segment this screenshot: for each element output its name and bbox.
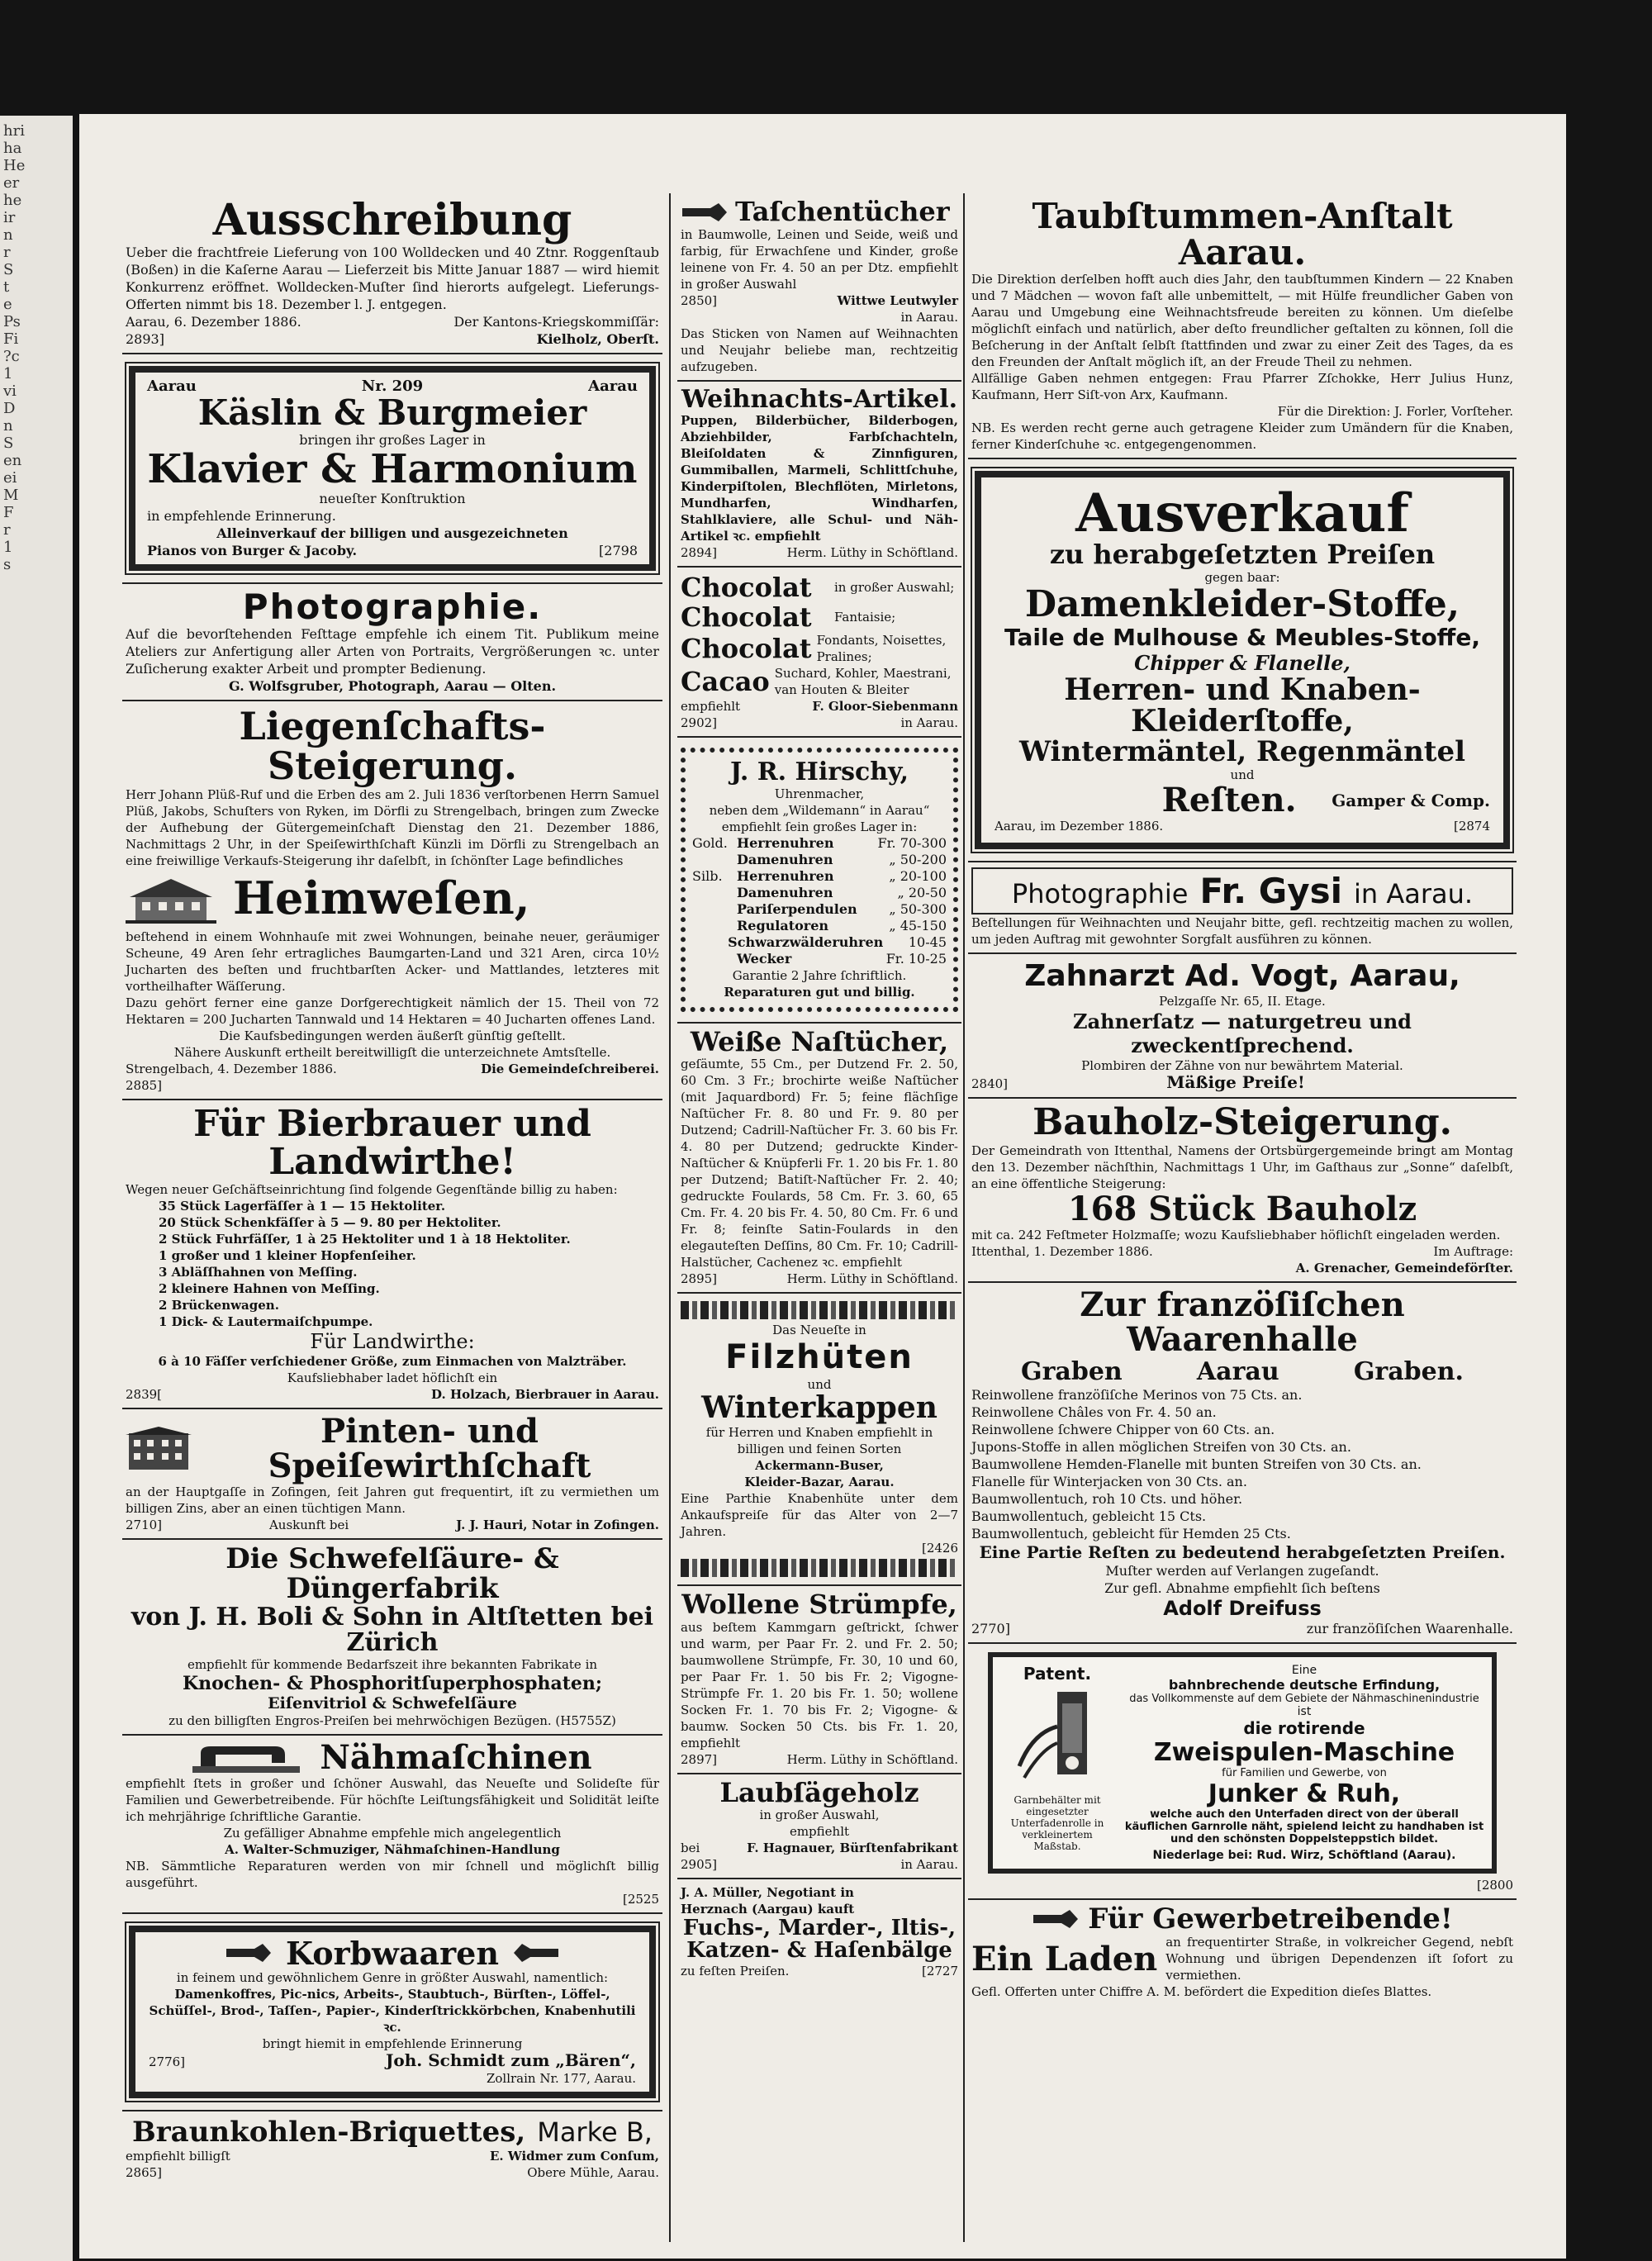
ad-body2: beſtehend in einem Wohnhauſe mit zwei Wohnungen, beinahe neuer, geräumiger Scheune, 49 Aren ſehr ertragliches Baumgarten-Land und 321 Aren, circa 10½ Jucharten des beſten und fruchtbarſten Acker- und Mattlandes, letzteres mit vortheilhafter Wäſſerung. xyxy=(126,929,659,994)
price-value: Fr. 70-300 xyxy=(877,834,947,851)
ad-item: Reinwollene ſchwere Chipper von 60 Cts. an. xyxy=(971,1421,1275,1437)
ad-signer: Herm. Lüthy in Schöftland. xyxy=(786,1751,958,1767)
ad-pinten xyxy=(122,1409,662,1540)
chocolat-desc: Fantaisie; xyxy=(834,610,896,625)
ad-title2: Fr. Gysi xyxy=(1199,871,1343,912)
price-metal xyxy=(692,951,737,967)
ad-laubsaege xyxy=(677,1774,961,1880)
ad-title: Die Schwefelſäure- & Düngerfabrik xyxy=(225,1542,559,1605)
chocolat-name: Chocolat xyxy=(681,601,812,634)
ad-signer: D. Holzach, Bierbrauer in Aarau. xyxy=(431,1387,659,1403)
ad-name: Käslin & Burgmeier xyxy=(197,392,587,433)
ad-place-date: Strengelbach, 4. Dezember 1886. xyxy=(126,1061,337,1076)
price-value: „ 50-200 xyxy=(889,851,947,867)
ad-line1: Eine Partie Reſten zu bedeutend herabgeſetzten Preiſen. xyxy=(979,1541,1506,1562)
ad-body: für Herren und Knaben empfiehlt in billigen und feinen Sorten xyxy=(705,1424,933,1456)
ad-body2: mit ca. 242 Feſtmeter Holzmaſſe; wozu Kaufsliebhaber höflichſt eingeladen werden. xyxy=(971,1227,1501,1242)
ad-bauholz xyxy=(968,1099,1517,1282)
ad-ref: 2840] xyxy=(971,1076,1009,1092)
ad-ref: 2895] xyxy=(681,1271,718,1287)
ad-title: Ausverkauf xyxy=(1075,482,1409,545)
ad-line3: zu feſten Preiſen. xyxy=(681,1963,790,1978)
ad-patent-label: Patent. xyxy=(1023,1663,1092,1684)
ad-item: 3 Abläſſhahnen von Meſſing. xyxy=(159,1265,358,1280)
ad-body5: Nähere Auskunft ertheilt bereitwilligſt die unterzeichnete Amtsſtelle. xyxy=(173,1044,611,1060)
ad-line: empfiehlt billigſt xyxy=(126,2149,230,2164)
ad-item: 35 Stück Lagerfäſſer à 1 — 15 Hektoliter. xyxy=(159,1199,446,1214)
ad-ausschreibung xyxy=(122,193,662,354)
ad-line2: in empfehlende Erinnerung. xyxy=(147,508,336,525)
ad-desc: welche auch den Unterfaden direct von der überall käuflichen Garnrolle näht, spielend leicht zu handhaben ist und den schönsten Doppelsteppstich bildet. xyxy=(1124,1807,1484,1845)
ad-body: Herr Johann Plüß-Ruf und die Erben des am 2. Juli 1836 verſtorbenen Herrn Samuel Plüß, Jakobs, Schuſters von Ryken, im Dörfli zu Strengelbach, bringen zum Zwecke der Aufhebung der Gütergemeinſchaft Dienstag den 21. Dezember 1886, Nachmittags 2 Uhr, in der Speiſewirthſchaft Künzli im Dörfli zu Strengelbach an eine freiwillige Verkaufs-Steigerung ihr daſelbſt, in ſchönſter Lage befindliches xyxy=(126,786,659,868)
ad-place-date: Aarau, 6. Dezember 1886. xyxy=(126,313,301,330)
column-1 xyxy=(122,193,662,2186)
ad-line1: J. A. Müller, Negotiant in xyxy=(681,1885,854,1901)
house-icon xyxy=(126,874,216,924)
ad-taschentuecher xyxy=(677,193,961,382)
ad-title: Braunkohlen-Briquettes, xyxy=(132,2116,526,2149)
ad-intro: Wegen neuer Geſchäftseinrichtung ſind folgende Gegenſtände billig zu haben: xyxy=(126,1182,618,1198)
price-row xyxy=(692,934,947,951)
ad-title: Taſchentücher xyxy=(735,196,950,227)
ad-name: J. R. Hirschy, xyxy=(729,758,909,787)
ad-title: Weiße Naſtücher, xyxy=(690,1025,949,1057)
ad-ref: [2727 xyxy=(921,1963,958,1978)
price-item: Damenuhren xyxy=(737,884,833,900)
ad-weihnacht xyxy=(677,382,961,568)
price-metal: Gold. xyxy=(692,834,728,851)
ad-title1: Photographie xyxy=(1011,878,1189,910)
ad-body: in Baumwolle, Leinen und Seide, weiß und farbig, für Erwachſene und Kinder, große leinene von Fr. 4. 50 an per Dtz. empfiehlt in großer Auswahl xyxy=(681,226,958,292)
ad-sub-body2: Kaufsliebhaber ladet höflichſt ein xyxy=(287,1370,498,1386)
ad-item: 20 Stück Schenkfäſſer à 5 — 9. 80 per Hektoliter. xyxy=(159,1215,501,1231)
ad-signer: F. Gloor-Siebenmann xyxy=(812,699,958,715)
ad-signer: E. Widmer zum Conſum, xyxy=(489,2149,659,2164)
ad-zahnarzt xyxy=(968,954,1517,1099)
ad-nastuecher xyxy=(677,1024,961,1294)
ad-signer: Herm. Lüthy in Schöftland. xyxy=(786,1271,958,1287)
ad-signer: Ackermann-Buser, xyxy=(755,1457,884,1473)
ad-body: empfiehlt ſtets in großer und ſchöner Auswahl, das Neueſte und Solideſte für Familien und Gewerbetreibende. Für höchſte Leiſtungsfähigkeit und Solidität leiſte ich mehrjährige ſchriftliche Garantie. xyxy=(126,1775,659,1824)
ad-ref: [2800 xyxy=(1476,1877,1513,1893)
price-row xyxy=(692,868,947,885)
ad-ref: 2894] xyxy=(681,545,718,561)
ad-nb: NB. Sämmtliche Reparaturen werden von mir ſchnell und möglichſt billig ausgeführt. xyxy=(126,1858,659,1890)
ad-line2: Plombiren der Zähne von nur bewährtem Material. xyxy=(1081,1058,1403,1074)
price-item: Herrenuhren xyxy=(737,834,834,851)
price-metal xyxy=(692,934,728,951)
ad-line3: Eiſenvitriol & Schwefelſäure xyxy=(268,1693,517,1712)
ad-line2: Herznach (Aargau) kauft xyxy=(681,1902,855,1917)
ad-title: Zahnarzt Ad. Vogt, Aarau, xyxy=(1024,959,1460,994)
ad-photographie xyxy=(122,584,662,701)
price-row xyxy=(692,951,947,967)
ad-rep: Reparaturen gut und billig. xyxy=(724,984,915,1000)
ad-loc2: Aarau xyxy=(1196,1356,1279,1386)
ad-signer2: zur franzöſiſchen Waarenhalle. xyxy=(1306,1620,1513,1636)
ad-line3: Zur gefl. Abnahme empfiehlt ſich beſtens xyxy=(1104,1579,1380,1596)
ad-filzhueten xyxy=(677,1294,961,1586)
ad-place: in Aarau. xyxy=(900,715,958,731)
ad-signer2: in Aarau. xyxy=(900,309,958,325)
ad-l1: Damenkleider-Stoffe, xyxy=(1024,582,1460,625)
ad-l5: die rotirende xyxy=(1243,1717,1365,1738)
ornament-border xyxy=(681,1559,958,1577)
ad-ref: 2839[ xyxy=(126,1387,163,1403)
ad-title: Photographie. xyxy=(242,587,543,628)
ad-ref: 2865] xyxy=(126,2165,163,2181)
ad-l2: Taile de Mulhouse & Meubles-Stoffe, xyxy=(1004,624,1480,652)
ad-l4: ist xyxy=(1297,1704,1312,1718)
ad-title: Laubſägeholz xyxy=(719,1776,919,1808)
chocolat-desc: Suchard, Kohler, Maestrani, van Houten & Bleiter xyxy=(774,666,952,698)
ad-ref: 2850] xyxy=(681,292,718,308)
ad-item: Reinwollene franzöſiſche Merinos von 75 Cts. an. xyxy=(971,1386,1303,1403)
ad-addr: Zollrain Nr. 177, Aarau. xyxy=(486,2071,636,2087)
ad-signer: J. J. Hauri, Notar in Zofingen. xyxy=(456,1518,659,1533)
chocolat-name: Chocolat xyxy=(681,633,812,665)
ad-ref: [2525 xyxy=(622,1891,659,1907)
ad-signer: Gamper & Comp. xyxy=(1332,791,1490,811)
ad-schwefel xyxy=(122,1540,662,1735)
ad-body: Der Gemeindrath von Ittenthal, Namens der Ortsbürgergemeinde bringt am Montag den 13. Dezember nächſthin, Nachmittags 1 Uhr, im Gaſthaus zur „Sonne“ daſelbſt, an eine öffentliche Steigerung: xyxy=(971,1142,1513,1191)
ad-item: Flanelle für Winterjacken von 30 Cts. an. xyxy=(971,1473,1247,1489)
ad-ref: [2798 xyxy=(599,543,638,559)
ad-body: Beſtellungen für Weihnachten und Neujahr bitte, gefl. rechtzeitig machen zu wollen, um jeden Auftrag mit gewohnter Sorgfalt ausführen zu können. xyxy=(971,915,1513,948)
ad-title: Für Bierbrauer und Landwirthe! xyxy=(193,1102,591,1183)
pointing-hand-icon xyxy=(681,202,729,223)
price-item: Wecker xyxy=(737,950,792,967)
price-value: „ 45-150 xyxy=(889,917,947,933)
price-value: „ 50-300 xyxy=(889,900,947,917)
sewing-machine-icon xyxy=(192,1741,308,1774)
ad-gysi xyxy=(968,862,1517,954)
ad-marke: Marke B, xyxy=(537,2116,653,2149)
ad-l6: für Familien und Gewerbe, von xyxy=(1222,1766,1387,1779)
ad-sub2: gegen baar: xyxy=(1204,569,1280,585)
ad-role: Im Auftrage: xyxy=(1433,1243,1513,1259)
ad-ref: 2897] xyxy=(681,1751,718,1767)
ad-item: Baumwollene Hemden-Flanelle mit bunten Streifen von 30 Cts. an. xyxy=(971,1456,1422,1472)
ad-title2: Winterkappen xyxy=(701,1390,938,1426)
price-metal xyxy=(692,885,737,901)
price-row xyxy=(692,918,947,934)
ad-taubstummen xyxy=(968,193,1517,459)
price-row xyxy=(692,885,947,901)
ad-line3: Für die Direktion: J. Forler, Vorſteher. xyxy=(1277,404,1513,420)
ad-signer: Wittwe Leutwyler xyxy=(837,292,958,308)
ad-title: Bauholz-Steigerung. xyxy=(1032,1101,1452,1144)
ad-kaeslin xyxy=(122,354,662,584)
ad-bei: bei xyxy=(681,1841,700,1856)
ad-ref: 2770] xyxy=(971,1620,1010,1636)
ad-title: Zur franzöſiſchen Waarenhalle xyxy=(1080,1285,1405,1359)
ad-title: Wollene Strümpfe, xyxy=(681,1588,957,1620)
ad-und: und xyxy=(807,1377,832,1393)
ornament-border xyxy=(681,1301,958,1319)
ad-place: in Aarau. xyxy=(900,1857,958,1873)
ad-line3: Mäßige Preiſe! xyxy=(1166,1072,1305,1093)
ad-line3: Alleinverkauf der billigen und ausgezeichneten xyxy=(216,525,568,542)
ad-item: Baumwollentuch, gebleicht für Hemden 25 Cts. xyxy=(971,1525,1291,1541)
ad-big: 168 Stück Bauholz xyxy=(1067,1189,1417,1228)
ad-signer: G. Wolfsgruber, Photograph, Aarau — Olten. xyxy=(228,678,557,695)
ad-l2: bahnbrechende deutsche Erfindung, xyxy=(1168,1676,1441,1693)
ad-korbwaaren xyxy=(122,1914,662,2112)
ad-patent xyxy=(968,1644,1517,1900)
ad-body3: Dazu gehört ferner eine ganze Dorfgerechtigkeit nämlich der 15. Theil von 72 Hektaren = 200 Jucharten Tannwald und 14 Hektaren = 40 Jucharten offenes Land. xyxy=(126,995,659,1027)
ad-signer: F. Hagnauer, Bürſtenfabrikant xyxy=(747,1841,958,1856)
ad-body: an der Hauptgaſſe in Zofingen, ſeit Jahren gut frequentirt, iſt zu vermiethen um billigen Zins, aber an einen tüchtigen Mann. xyxy=(126,1484,659,1517)
ad-line2: Zu gefälliger Abnahme empfehle mich angelegentlich xyxy=(223,1825,562,1841)
ad-items: Damenkoffres, Pic-nics, Arbeits-, Staubtuch-, Bürſten-, Löffel-, Schüſſel-, Brod-, Taſſen-, Papier-, Kinderſtrickkörbchen, Knabenhutili ꝛc. xyxy=(149,1987,636,2035)
ad-title: Pinten- und Speiſewirthſchaft xyxy=(268,1412,591,1486)
ad-body: geſäumte, 55 Cm., per Dutzend Fr. 2. 50, 60 Cm. 3 Fr.; brochirte weiße Naſtücher (mit Jaquardbord) Fr. 5; feine flächſige Naſtücher Fr. 8. 80 und Fr. 9. 80 per Dutzend; Cadrill-Naſtücher Fr. 3. 60 bis Fr. 4. 80 per Dutzend; gedruckte Kinder-Naſtücher & Knüpferli Fr. 1. 20 bis Fr. 1. 80 per Dutzend; Batiſt-Naſtücher Fr. 2. 40; gedruckte Foulards, 58 Cm. Fr. 3. 60, 65 Cm. Fr. 4. 20 bis Fr. 4. 50, 80 Cm. Fr. 6 und Fr. 8; feinſte Satin-Foulards in den elegauteſten Deſſins, 80 Cm. Fr. 10; Cadrill-Halstücher, Cachenez ꝛc. empfiehlt xyxy=(681,1057,958,1271)
ad-item: 1 Dick- & Lautermaiſchpumpe. xyxy=(159,1314,373,1330)
ad-addr: neben dem „Wildemann“ in Aarau“ xyxy=(709,802,930,818)
ad-nb: NB. Es werden recht gerne auch getragene Kleider zum Umändern für die Knaben, ferner Kinderſchuhe ꝛc. entgegengenommen. xyxy=(971,420,1513,453)
ad-signer2: Kleider-Bazar, Aarau. xyxy=(744,1474,895,1489)
price-item: Pariſerpendulen xyxy=(737,900,857,917)
ad-title: Liegenſchafts-Steigerung. xyxy=(239,704,546,789)
column-3 xyxy=(968,193,1517,2005)
price-item: Herrenuhren xyxy=(737,867,834,884)
ad-chocolat xyxy=(677,568,961,738)
ad-caption: Garnbehälter mit eingesetzter Unterfadenrolle in verkleinertem Maßstab. xyxy=(1010,1793,1104,1852)
ad-braunkohlen xyxy=(122,2111,662,2186)
ad-heimwesen: Heimweſen, xyxy=(233,872,530,925)
price-row xyxy=(692,835,947,852)
ad-l6: Reſten. xyxy=(1161,781,1297,820)
price-item: Damenuhren xyxy=(737,851,833,867)
ad-body: Ueber die frachtfreie Lieferung von 100 Wolldecken und 40 Ztnr. Roggenſtaub (Boßen) in die Kaſerne Aarau — Lieferzeit bis Mitte Januar 1887 — wird hiemit Konkurrenz eröffnet. Wolldecken-Muſter ſind hierorts aufgelegt. Lieferungs-Offerten nimmt bis 18. Dezember l. J. entgegen. xyxy=(126,244,659,312)
ad-hirschy xyxy=(677,738,961,1024)
ad-line1: empfiehlt für kommende Bedarfszeit ihre bekannten Fabrikate in xyxy=(187,1656,598,1672)
ad-body2: Eine Parthie Knabenhüte unter dem Ankaufspreiſe für das Alter von 2—7 Jahren. xyxy=(681,1490,958,1539)
ad-naehmaschinen xyxy=(122,1736,662,1914)
ad-title: Zweispulen-Maschine xyxy=(1153,1737,1455,1767)
ad-title: Für Gewerbetreibende! xyxy=(1088,1902,1453,1936)
price-row xyxy=(692,901,947,918)
ad-ref: 2776] xyxy=(149,2054,186,2070)
ad-signer: A. Grenacher, Gemeindeförſter. xyxy=(1295,1260,1513,1275)
ad-l1: Eine xyxy=(1291,1663,1317,1677)
ad-item: 2 kleinere Hahnen von Meſſing. xyxy=(159,1281,380,1297)
ad-body: aus beſtem Kammgarn geſtrickt, ſchwer und warm, per Paar Fr. 2. und Fr. 2. 50; baumwollene Strümpfe, Fr. 30, 10 und 60, per Paar Fr. 1. 50 bis Fr. 2; Vigogne-Strümpfe Fr. 1. 20 bis Fr. 1. 50; wollene Socken Fr. 1. 70 bis Fr. 2; Vigogne- & baumw. Socken 50 Cts. bis Fr. 1. 20, empfiehlt xyxy=(681,1619,958,1750)
ad-line2: Muſter werden auf Verlangen zugeſandt. xyxy=(1105,1562,1379,1579)
ad-loc1: Graben xyxy=(1021,1356,1123,1386)
ad-gewerbe xyxy=(968,1900,1517,2006)
ad-signer: Joh. Schmidt zum „Bären“, xyxy=(385,2050,636,2071)
ad-bierbrauer xyxy=(122,1100,662,1409)
ad-item: 2 Brückenwagen. xyxy=(159,1298,279,1313)
ad-center: Nr. 209 xyxy=(361,377,424,395)
price-value: 10-45 xyxy=(908,933,947,950)
pointing-hand-icon xyxy=(512,1942,560,1964)
price-item: Regulatoren xyxy=(737,917,829,933)
ad-item: Baumwollentuch, gebleicht 15 Cts. xyxy=(971,1508,1207,1524)
ad-title3: in Aarau. xyxy=(1354,878,1474,910)
column-2 xyxy=(677,193,961,1984)
ad-title: Filzhüten xyxy=(725,1338,914,1377)
ad-maker: Junker & Ruh, xyxy=(1208,1779,1401,1808)
ad-ref: [2426 xyxy=(921,1540,958,1556)
ad-line4: Pianos von Burger & Jacoby. xyxy=(147,543,358,559)
pointing-hand-icon xyxy=(225,1942,273,1964)
ad-line4: zu den billigſten Engros-Preiſen bei mehrwöchigen Bezügen. (H5755Z) xyxy=(169,1712,616,1728)
ad-intro: empfiehlt ſein großes Lager in: xyxy=(721,819,918,834)
ad-product: Klavier & Harmonium xyxy=(147,445,638,492)
ad-line2: empfiehlt xyxy=(789,1824,850,1840)
ad-addr: Pelzgaſſe Nr. 65, II. Etage. xyxy=(1159,994,1326,1009)
ad-signer: Kielholz, Oberſt. xyxy=(536,330,659,347)
ad-signer: Adolf Dreifuss xyxy=(1163,1596,1322,1620)
ad-garantie: Garantie 2 Jahre ſchriftlich. xyxy=(732,967,907,983)
ad-body: Die Direktion derſelben hofft auch dies Jahr, den taubſtummen Kindern — 22 Knaben und 7 Mädchen — wovon faſt alle unbemittelt, — mit Hülfe freundlicher Gaben von Aarau und Umgebung eine Weihnachtsfreude bereiten zu können. Um dieſelbe möglichſt einfach und natürlich, aber deſto freundlicher geſtalten zu können, ſoll die Beſcherung in der Anſtalt ſelbſt ſtattfinden und zwar zu einer Zeit des Tages, da es den Freunden der Anſtalt möglich iſt, an der Freude Theil zu nehmen. xyxy=(971,272,1513,370)
ad-item: Reinwollene Châles von Fr. 4. 50 an. xyxy=(971,1404,1217,1420)
ad-body: an frequentirter Straße, in volkreicher Gegend, nebſt Wohnung und übrigen Dependenzen iſt ſofort zu vermiethen. xyxy=(1165,1935,1513,1983)
ad-body: Auf die bevorſtehenden Feſttage empfehle ich einem Tit. Publikum meine Ateliers zur Anfertigung aller Arten von Portraits, Vergrößerungen ꝛc. unter Zuſicherung exakter Arbeit und prompter Bedienung. xyxy=(126,626,659,677)
ad-sub: bringen ihr großes Lager in xyxy=(299,431,486,448)
ad-title: Taubſtummen-Anſtalt Aarau. xyxy=(1032,196,1453,273)
ad-waarenhalle xyxy=(968,1283,1517,1644)
ad-addr: Obere Mühle, Aarau. xyxy=(527,2165,659,2181)
chocolat-desc: in großer Auswahl; xyxy=(834,580,955,596)
ad-line: Gefl. Offerten unter Chiffre A. M. befördert die Expedition dieſes Blattes. xyxy=(971,1984,1432,2000)
chocolat-desc: Fondants, Noisettes, Pralines; xyxy=(816,633,947,665)
ad-l4: Herren- und Knaben-Kleiderſtoffe, xyxy=(1064,672,1421,739)
ad-title: Nähmaſchinen xyxy=(320,1737,592,1777)
ad-sub-body: 6 à 10 Fäſſer verſchiedener Größe, zum Einmachen von Malzträber. xyxy=(158,1354,627,1370)
price-row xyxy=(692,852,947,868)
ad-loc3: Graben. xyxy=(1353,1356,1464,1386)
pointing-hand-icon xyxy=(1032,1908,1080,1930)
ad-title2: von J. H. Boli & Sohn in Altſtetten bei Zürich xyxy=(131,1602,654,1658)
price-metal xyxy=(692,901,737,918)
price-value: „ 20-50 xyxy=(897,884,947,900)
ad-pre: Das Neueſte in xyxy=(772,1323,866,1338)
price-value: Fr. 10-25 xyxy=(885,950,947,967)
ad-item: Baumwollentuch, roh 10 Cts. und höher. xyxy=(971,1490,1243,1507)
column-rule-2 xyxy=(963,193,965,2242)
ad-body: Puppen, Bilderbücher, Bilderbogen, Abziehbilder, Farbſchachteln, Bleiſoldaten & Zinnfiguren, Gummiballen, Marmeli, Schlittſchuhe, Kinderpiſtolen, Blechflöten, Mirletons, Mundharfen, Windharfen, Stahlklaviere, alle Schul- und Näh-Artikel ꝛc. empfiehlt xyxy=(681,413,958,544)
ad-sub: zu herabgeſetzten Preiſen xyxy=(1049,539,1436,571)
ad-signer-role: Der Kantons-Kriegskommiſſär: xyxy=(453,313,659,330)
ad-place-date: Ittenthal, 1. Dezember 1886. xyxy=(971,1243,1153,1259)
chocolat-name: Cacao xyxy=(681,666,770,698)
ad-signer: Die Gemeindeſchreiberei. xyxy=(481,1061,659,1076)
spool-holder-icon xyxy=(1008,1684,1107,1791)
ad-signer: A. Walter-Schmuziger, Nähmaſchinen-Handlung xyxy=(225,1841,560,1857)
ad-item: 1 großer und 1 kleiner Hopfenſeiher. xyxy=(159,1248,416,1264)
ad-l3: Chipper & Flanelle, xyxy=(1134,651,1351,676)
ad-line1: neueſter Konſtruktion xyxy=(319,491,466,507)
ad-info: Auskunft bei xyxy=(268,1518,349,1533)
ad-line: empfiehlt xyxy=(681,699,741,715)
ad-right: Aarau xyxy=(588,377,638,395)
ad-ref: 2893] xyxy=(126,330,164,347)
ad-title: Fuchs-, Marder-, Iltis-, Katzen- & Haſenbälge xyxy=(682,1916,957,1964)
ad-line1: Zahnerſatz — naturgetreu und zweckentſprechend. xyxy=(1073,1009,1412,1058)
ad-line2: Allfällige Gaben nehmen entgegen: Frau Pfarrer Zſchokke, Herr Julius Hunz, Kaufmann, Herr Siſt-von Arx, Kaufmann. xyxy=(971,371,1513,403)
ad-und: und xyxy=(1230,767,1255,783)
ad-struempfe xyxy=(677,1586,961,1774)
ad-note: Das Sticken von Namen auf Weihnachten und Neujahr beliebe man, rechtzeitig aufzugeben. xyxy=(681,325,958,374)
ad-ref: [2874 xyxy=(1453,819,1490,834)
price-item: Schwarzwälderuhren xyxy=(728,933,884,950)
building-icon xyxy=(126,1427,192,1471)
price-metal xyxy=(692,918,737,934)
ad-ausverkauf xyxy=(968,459,1517,862)
ad-mueller xyxy=(677,1879,961,1984)
ad-place-date: Aarau, im Dezember 1886. xyxy=(995,819,1164,834)
chocolat-name: Chocolat xyxy=(681,572,812,604)
ad-title: Ausschreibung xyxy=(212,195,572,245)
ad-left: Aarau xyxy=(147,377,197,395)
ad-item: Jupons-Stoffe in allen möglichen Streifen von 30 Cts. an. xyxy=(971,1438,1351,1455)
ad-ref: 2905] xyxy=(681,1857,718,1873)
previous-page-edge xyxy=(0,116,73,2261)
ad-body4: Die Kaufsbedingungen werden äußerſt günſtig geſtellt. xyxy=(219,1028,566,1043)
ad-trade: Uhrenmacher, xyxy=(774,786,865,801)
ad-l5: Wintermäntel, Regenmäntel xyxy=(1018,734,1466,768)
ad-laden: Ein Laden xyxy=(971,1939,1158,1978)
ad-liegenschaft xyxy=(122,701,662,1100)
ad-signer: Herm. Lüthy in Schöftland. xyxy=(786,545,958,561)
ad-ref: 2885] xyxy=(126,1077,163,1093)
ad-line1: in großer Auswahl, xyxy=(759,1807,880,1823)
ad-l3: das Vollkommenste auf dem Gebiete der Nähmaschinenindustrie xyxy=(1129,1692,1479,1705)
ad-title: Korbwaaren xyxy=(286,1934,499,1972)
price-value: „ 20-100 xyxy=(889,867,947,884)
ad-intro: in feinem und gewöhnlichem Genre in größter Auswahl, namentlich: xyxy=(176,1970,609,1986)
ad-title: Weihnachts-Artikel. xyxy=(681,384,958,414)
ad-ref: 2902] xyxy=(681,715,718,731)
ad-agent: Niederlage bei: Rud. Wirz, Schöftland (Aarau). xyxy=(1152,1848,1456,1862)
ad-sub: Für Landwirthe: xyxy=(310,1330,475,1354)
newspaper-page xyxy=(79,114,1566,2259)
ad-ref: 2710] xyxy=(126,1518,163,1533)
ad-line: bringt hiemit in empfehlende Erinnerung xyxy=(262,2036,523,2052)
price-metal: Silb. xyxy=(692,867,723,884)
ad-line2: Knochen- & Phosphoritſuperphosphaten; xyxy=(182,1672,603,1694)
column-rule-1 xyxy=(669,193,671,2242)
price-metal xyxy=(692,852,737,868)
ad-item: 2 Stück Fuhrfäſſer, 1 à 25 Hektoliter und 1 à 18 Hektoliter. xyxy=(159,1232,571,1247)
previous-page-text: hri ha He er he ir n r S t e Ps Fi ?c 1 vi D n S en ei M F r 1 s xyxy=(3,122,26,573)
